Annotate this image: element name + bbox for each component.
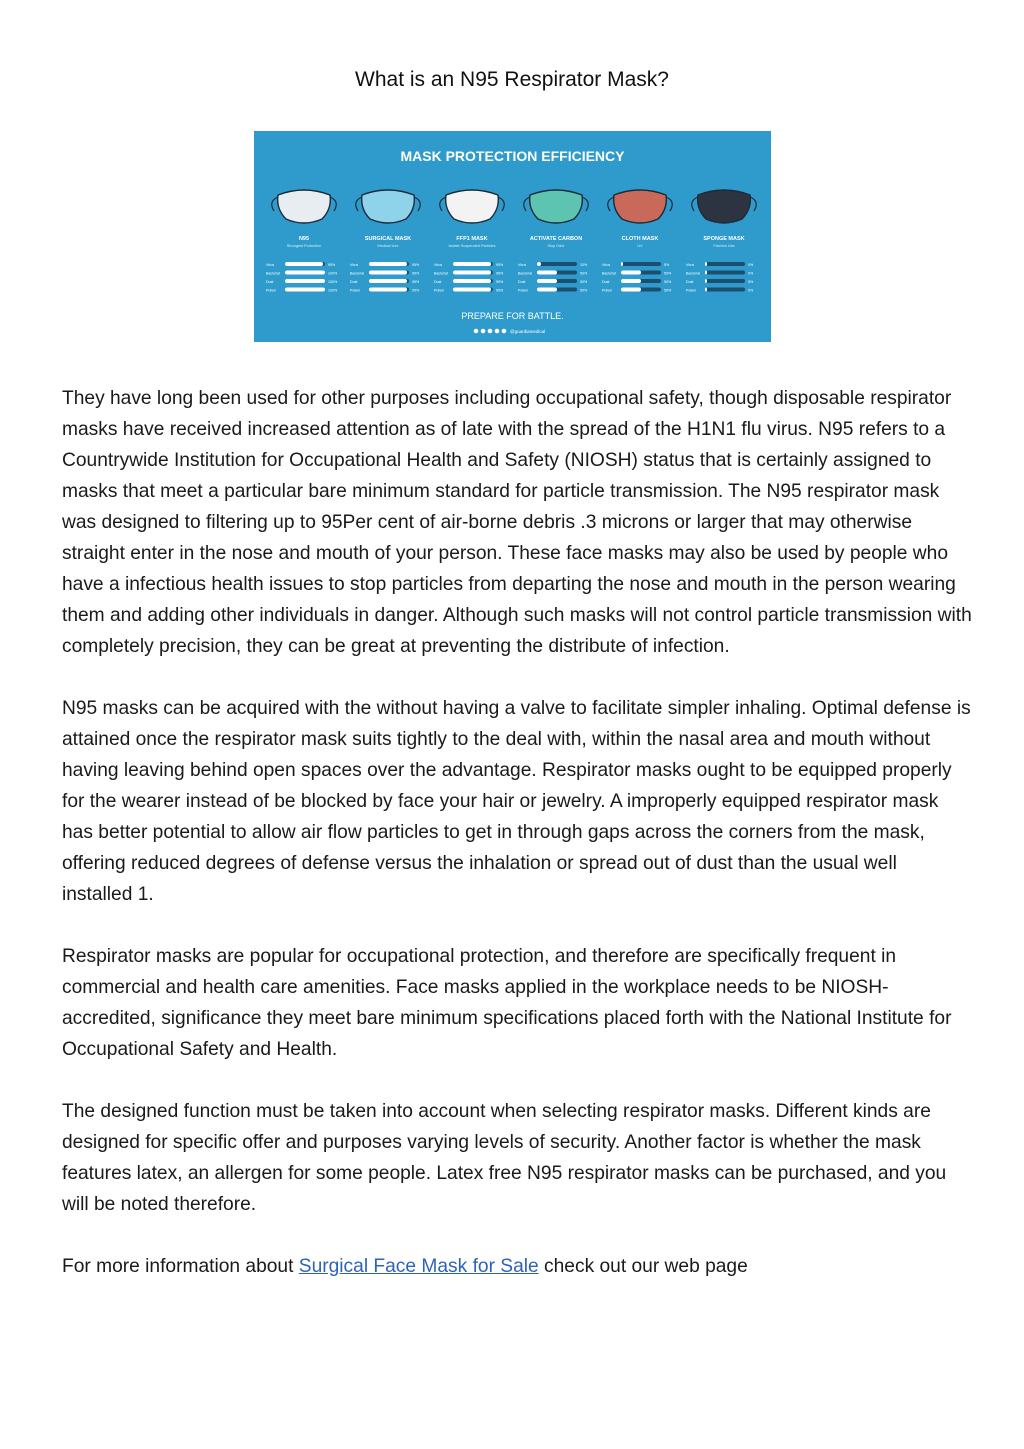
paragraph-5: [62, 1251, 972, 1282]
metric-label: Bacterial: [434, 271, 448, 276]
metric-value: 5%: [748, 280, 754, 284]
mask-icon: [698, 190, 751, 223]
mask-name: N95: [298, 236, 310, 242]
metric-label: Bacterial: [686, 271, 700, 276]
mask-name: CLOTH MASK: [621, 236, 659, 242]
metric-value: 95%: [412, 280, 420, 284]
paragraph-1: They have long been used for other purposes including occupational safety, though disposable respirator masks have received increased attention as of late with the spread of the H1N1 flu virus. N95 refers to a Countrywide Institution for Occupational Health and Safety (NIOSH) status that is certainly assigned to masks that meet a particular bare minimum standard for particle transmission. The N95 respirator mask was designed to filtering up to 95Per cent of air-borne debris .3 microns or larger that may otherwise straight enter in the nose and mouth of your person. These face masks may also be used by people who have a infectious health issues to stop particles from departing the nose and mouth in the person wearing them and adding other individuals in danger. Although such masks will not control particle transmission with completely precision, they can be great at preventing the distribute of infection.: [62, 388, 972, 657]
paragraph-5-tail: check out our web page: [538, 1256, 748, 1277]
mask-subtitle: Medical Use: [377, 244, 399, 248]
metric-fill: [285, 262, 323, 266]
paragraph-5-lead: For more information about: [62, 1256, 299, 1277]
metric-value: 95%: [328, 263, 336, 267]
paragraph-3: Respirator masks are popular for occupational protection, and therefore are specifically frequent in commercial and health care amenities. Face masks applied in the workplace needs to be NIOSH-accredited, significance they meet bare minimum specifications placed forth with the National Institute for Occupational Safety and Health.: [62, 946, 952, 1060]
metric-label: Dust: [434, 280, 442, 284]
mask-name: SPONGE MASK: [703, 236, 745, 242]
social-handle: @guardiamedical: [510, 329, 546, 334]
metric-label: Pollen: [434, 288, 444, 293]
metric-fill: [621, 288, 641, 292]
metric-value: 5%: [664, 263, 670, 267]
metric-fill: [537, 279, 557, 283]
mask-name: FFP1 MASK: [456, 236, 488, 242]
metric-value: 0%: [748, 263, 754, 267]
instagram-icon: [495, 329, 500, 334]
metric-value: 0%: [748, 271, 754, 276]
metric-track: [705, 271, 745, 275]
metric-value: 50%: [664, 271, 672, 276]
metric-fill: [453, 262, 491, 266]
metric-fill: [705, 271, 707, 275]
mask-subtitle: Isolate Suspended Particles: [448, 244, 496, 248]
metric-value: 100%: [328, 271, 338, 276]
metric-value: 50%: [580, 288, 588, 293]
metric-label: Pollen: [518, 288, 528, 293]
metric-label: Virus: [434, 263, 443, 267]
metric-value: 95%: [412, 263, 420, 267]
metric-fill: [369, 288, 407, 292]
metric-value: 5%: [748, 288, 754, 293]
mask-icon: [614, 190, 667, 223]
metric-fill: [537, 262, 541, 266]
metric-value: 95%: [412, 271, 420, 276]
metric-label: Bacterial: [350, 271, 364, 276]
article-body: [62, 383, 972, 1313]
metric-value: 95%: [496, 271, 504, 276]
metric-fill: [453, 279, 491, 283]
metric-value: 50%: [580, 271, 588, 276]
metric-fill: [537, 288, 557, 292]
metric-label: Virus: [686, 263, 695, 267]
metric-value: 10%: [580, 263, 588, 267]
metric-label: Virus: [266, 263, 275, 267]
twitter-icon: [488, 329, 493, 334]
metric-label: Bacterial: [266, 271, 280, 276]
metric-label: Pollen: [266, 288, 276, 293]
metric-value: 50%: [664, 288, 672, 293]
metric-fill: [285, 279, 325, 283]
metric-label: Dust: [518, 280, 526, 284]
metric-track: [705, 288, 745, 292]
metric-label: Bacterial: [518, 271, 532, 276]
mask-icon: [278, 190, 331, 223]
facebook-icon: [481, 329, 486, 334]
metric-label: Dust: [266, 280, 274, 284]
mask-icon: [530, 190, 583, 223]
metric-track: [537, 262, 577, 266]
mask-name: SURGICAL MASK: [364, 236, 412, 242]
metric-label: Pollen: [602, 288, 612, 293]
metric-fill: [621, 279, 641, 283]
metric-fill: [537, 271, 557, 275]
metric-fill: [705, 279, 707, 283]
metric-fill: [369, 279, 407, 283]
metric-label: Pollen: [686, 288, 696, 293]
metric-label: Bacterial: [602, 271, 616, 276]
mask-subtitle: UV: [637, 244, 643, 248]
metric-fill: [705, 288, 707, 292]
mask-icon: [362, 190, 415, 223]
metric-fill: [453, 271, 491, 275]
mask-subtitle: Fashion Use: [713, 244, 735, 248]
mask-name: ACTIVATE CARBON: [529, 236, 583, 242]
metric-value: 95%: [412, 288, 420, 293]
metric-track: [705, 279, 745, 283]
metric-fill: [705, 262, 707, 266]
infographic-heading: MASK PROTECTION EFFICIENCY: [400, 148, 625, 164]
youtube-icon: [502, 329, 507, 334]
mask-efficiency-infographic: [254, 131, 771, 342]
metric-fill: [621, 262, 623, 266]
mask-subtitle: Strongest Protection: [286, 244, 322, 248]
infographic-footer: PREPARE FOR BATTLE.: [461, 311, 564, 321]
metric-fill: [621, 271, 641, 275]
paragraph-4: The designed function must be taken into account when selecting respirator masks. Different kinds are designed for specific offer and purposes varying levels of security. Another factor is whether the mask features latex, an allergen for some people. Latex free N95 respirator masks can be purchased, and you will be noted therefore.: [62, 1101, 947, 1215]
page-title: What is an N95 Respirator Mask?: [355, 68, 669, 91]
metric-label: Dust: [350, 280, 358, 284]
metric-label: Dust: [602, 280, 610, 284]
paragraph-2: N95 masks can be acquired with the without having a valve to facilitate simpler inhaling. Optimal defense is attained once the respirator mask suits tightly to the deal with, within the nasal area and mouth without having leaving behind open spaces over the advantage. Respirator masks ought to be equipped properly for the wearer instead of be blocked by face your hair or jewelry. A improperly equipped respirator mask has better potential to allow air flow particles to get in through gaps across the corners from the mask, offering reduced degrees of defense versus the inhalation or spread out of dust than the usual well installed 1.: [62, 698, 971, 905]
metric-label: Pollen: [350, 288, 360, 293]
metric-label: Virus: [518, 263, 527, 267]
metric-fill: [285, 271, 325, 275]
metric-label: Virus: [602, 263, 611, 267]
metric-value: 95%: [496, 263, 504, 267]
metric-label: Virus: [350, 263, 359, 267]
metric-value: 50%: [664, 280, 672, 284]
linkedin-icon: [474, 329, 479, 334]
metric-fill: [285, 288, 325, 292]
metric-value: 100%: [328, 280, 338, 284]
metric-value: 95%: [496, 288, 504, 293]
metric-value: 50%: [580, 280, 588, 284]
metric-track: [705, 262, 745, 266]
mask-icon: [446, 190, 499, 223]
surgical-face-mask-link[interactable]: Surgical Face Mask for Sale: [298, 1256, 539, 1277]
metric-fill: [369, 262, 407, 266]
metric-fill: [453, 288, 491, 292]
metric-value: 95%: [496, 280, 504, 284]
metric-label: Dust: [686, 280, 694, 284]
metric-track: [621, 262, 661, 266]
metric-fill: [369, 271, 407, 275]
mask-subtitle: Stop Odor: [547, 244, 565, 248]
metric-value: 100%: [328, 288, 338, 293]
